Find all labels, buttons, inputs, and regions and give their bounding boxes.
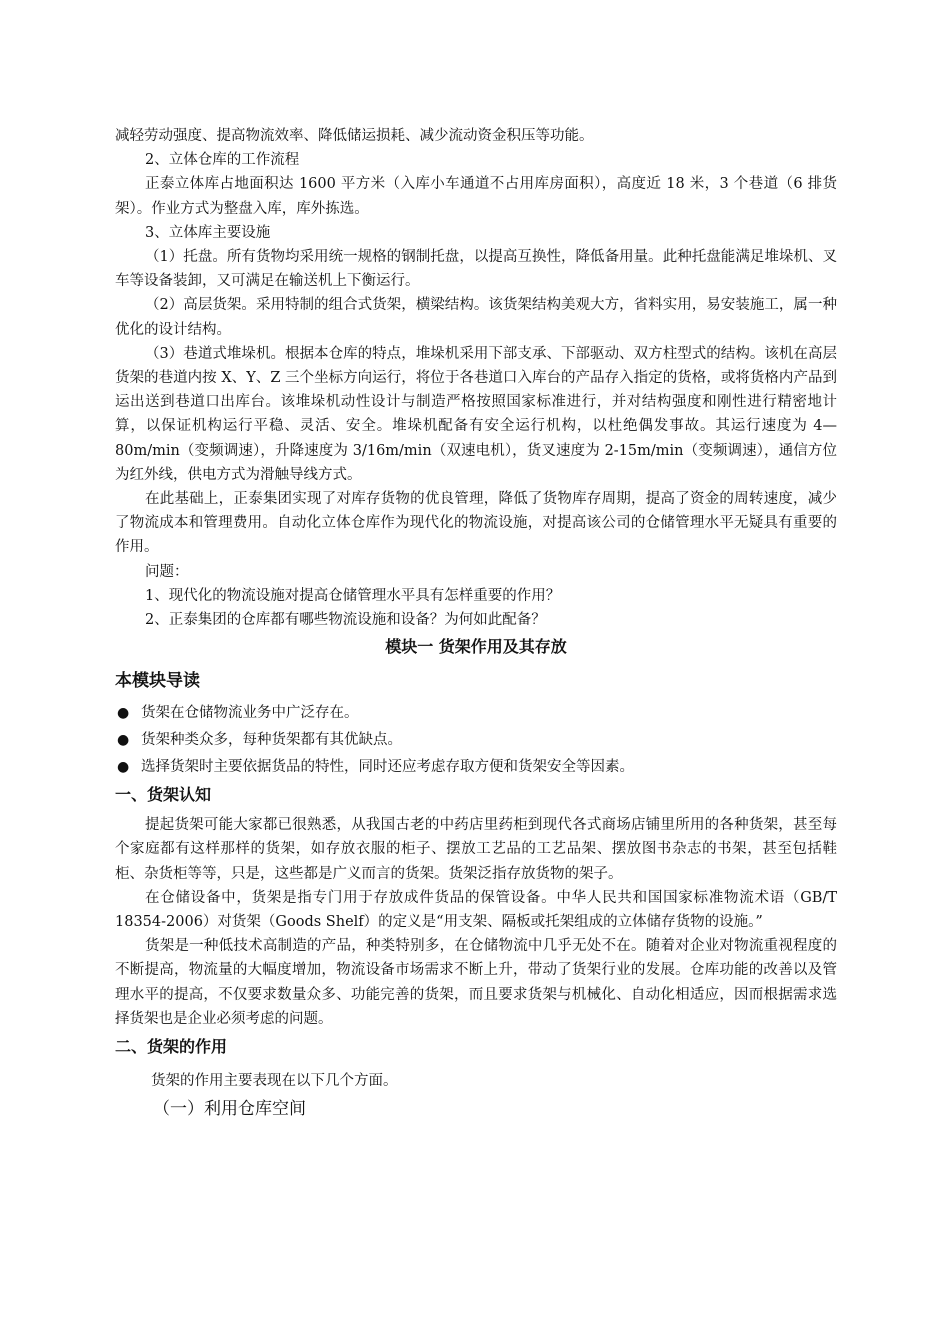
bullet-icon: ● [117,759,130,776]
bullet-text: 货架种类众多，每种货架都有其优缺点。 [141,732,402,749]
paragraph: （3）巷道式堆垛机。根据本仓库的特点，堆垛机采用下部支承、下部驱动、双方柱型式的结构。该机在高层货架的巷道内按 X、Y、Z 三个坐标方向运行，将位于各巷道口入库台的产品存入指定的货格，或将货格内产品到运出送到巷道口出库台。该堆垛机动性设计与制造严格按照国家标准进行，并对结构强度和刚性进行精密地计算，以保证机构运行平稳、灵活、安全。堆垛机配备有安全运行机构，以杜绝偶发事故。其运行速度为 4—80m/min（变频调速），升降速度为 3/16m/min（双速电机），货叉速度为 2-15m/min（变频调速），通信方位为红外线，供电方式为滑触导线方式。 [115,345,837,483]
paragraph: 2、正泰集团的仓库都有哪些物流设施和设备？为何如此配备？ [145,612,546,629]
bullet-text: 货架在仓储物流业务中广泛存在。 [141,705,359,722]
paragraph: 2、立体仓库的工作流程 [145,152,300,169]
list-item [115,727,837,754]
document-body [115,124,837,1123]
paragraph: 正泰立体库占地面积达 1600 平方米（入库小车通道不占用库房面积），高度近 18 米，3 个巷道（6 排货架）。作业方式为整盘入库，库外拣选。 [115,176,837,217]
bullet-text: 选择货架时主要依据货品的特性，同时还应考虑存取方便和货架安全等因素。 [141,759,634,776]
paragraph: 提起货架可能大家都已很熟悉，从我国古老的中药店里药柜到现代各式商场店铺里所用的各种货架，甚至每个家庭都有这样那样的货架，如存放衣服的柜子、摆放工艺品的工艺品架、摆放图书杂志的书架，甚至包括鞋柜、杂货柜等等，只是，这些都是广义而言的货架。货架泛指存放货物的架子。 [115,817,837,882]
bullet-icon: ● [117,705,130,722]
section1-heading: 一、货架认知 [115,785,212,805]
list-item [115,754,837,781]
list-item [115,700,837,727]
bullet-icon: ● [117,732,130,749]
paragraph: （2）高层货架。采用特制的组合式货架，横梁结构。该货架结构美观大方，省料实用，易安装施工，属一种优化的设计结构。 [115,297,837,338]
paragraph: 1、现代化的物流设施对提高仓储管理水平具有怎样重要的作用？ [145,587,561,604]
subsection-heading: （一）利用仓库空间 [153,1099,306,1120]
bullet-list [115,700,837,781]
paragraph: 3、立体库主要设施 [145,224,271,241]
section2-heading: 二、货架的作用 [115,1037,228,1057]
guide-heading: 本模块导读 [115,671,200,692]
paragraph: 减轻劳动强度、提高物流效率、降低储运损耗、减少流动资金积压等功能。 [115,128,594,144]
paragraph: 在此基础上，正泰集团实现了对库存货物的优良管理，降低了货物库存周期，提高了资金的周转速度，减少了物流成本和管理费用。自动化立体仓库作为现代化的物流设施，对提高该公司的仓储管理水平无疑具有重要的作用。 [115,491,837,556]
paragraph: 问题： [145,563,189,580]
module-title: 模块一 货架作用及其存放 [385,637,567,657]
paragraph: 在仓储设备中，货架是指专门用于存放成件货品的保管设备。中华人民共和国国家标准物流术语（GB/T 18354-2006）对货架（Goods Shelf）的定义是“用支架、隔板或托架组成的立体储存货物的设施。” [115,889,837,931]
paragraph: 货架是一种低技术高制造的产品，种类特别多，在仓储物流中几乎无处不在。随着对企业对物流重视程度的不断提高，物流量的大幅度增加，物流设备市场需求不断上升，带动了货架行业的发展。仓库功能的改善以及管理水平的提高，不仅要求数量众多、功能完善的货架，而且要求货架与机械化、自动化相适应，因而根据需求选择货架也是企业必须考虑的问题。 [115,938,837,1027]
section1-body [115,813,837,1031]
paragraph: 货架的作用主要表现在以下几个方面。 [151,1073,398,1090]
paragraph: （1）托盘。所有货物均采用统一规格的钢制托盘，以提高互换性，降低备用量。此种托盘能满足堆垛机、叉车等设备装卸，又可满足在输送机上下衡运行。 [115,249,837,290]
